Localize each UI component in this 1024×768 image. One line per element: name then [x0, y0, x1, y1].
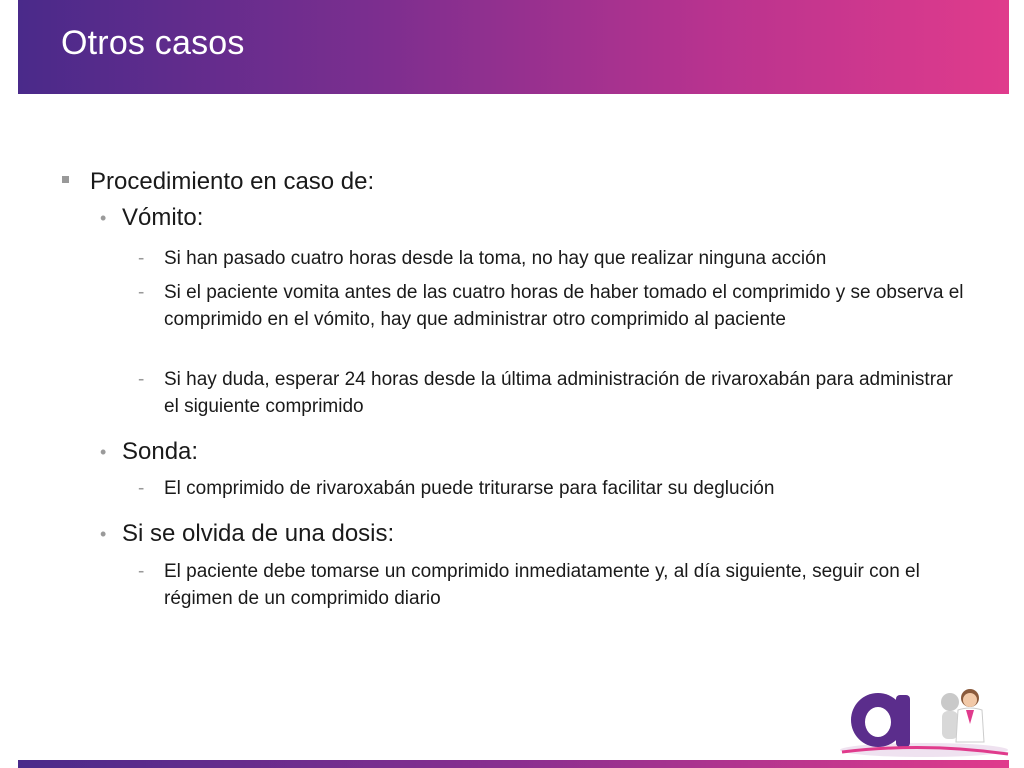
section-heading-olvido: [100, 520, 395, 548]
dash-bullet-icon: -: [138, 248, 145, 269]
list-item: [138, 245, 964, 272]
list-item-text: Si el paciente vomita antes de las cuatro horas de haber tomado el comprimido y se observa el comprimido en el vómito, hay que administrar otro comprimido al paciente: [164, 282, 964, 330]
square-bullet-icon: [62, 176, 69, 183]
list-item-text: Si han pasado cuatro horas desde la toma, no hay que realizar ninguna acción: [164, 248, 827, 269]
list-item-text: Si hay duda, esperar 24 horas desde la última administración de rivaroxabán para administrar el siguiente comprimido: [164, 369, 953, 417]
brand-logo: [838, 680, 1010, 760]
dash-bullet-icon: -: [138, 282, 145, 303]
dot-bullet-icon: •: [100, 524, 107, 544]
section-heading-sonda: [100, 438, 199, 466]
footer-bar: [18, 760, 1009, 768]
section-heading-text: Sonda:: [122, 438, 199, 465]
list-item: [138, 279, 964, 333]
list-item: [138, 558, 964, 612]
dot-bullet-icon: •: [100, 442, 107, 462]
slide-title: Otros casos: [61, 24, 245, 62]
list-item-text: El comprimido de rivaroxabán puede triturarse para facilitar su deglución: [164, 478, 775, 499]
dash-bullet-icon: -: [138, 369, 145, 390]
list-item-text: El paciente debe tomarse un comprimido inmediatamente y, al día siguiente, seguir con el régimen de un comprimido diario: [164, 561, 920, 609]
dash-bullet-icon: -: [138, 561, 145, 582]
section-heading-text: Si se olvida de una dosis:: [122, 520, 395, 547]
section-heading-vomito: [100, 204, 204, 232]
list-item: [138, 366, 964, 420]
dash-bullet-icon: -: [138, 478, 145, 499]
list-item: [138, 475, 964, 502]
section-heading-text: Vómito:: [122, 204, 204, 231]
level1-text: Procedimiento en caso de:: [90, 168, 375, 195]
level1-item: [90, 168, 374, 196]
dot-bullet-icon: •: [100, 208, 107, 228]
